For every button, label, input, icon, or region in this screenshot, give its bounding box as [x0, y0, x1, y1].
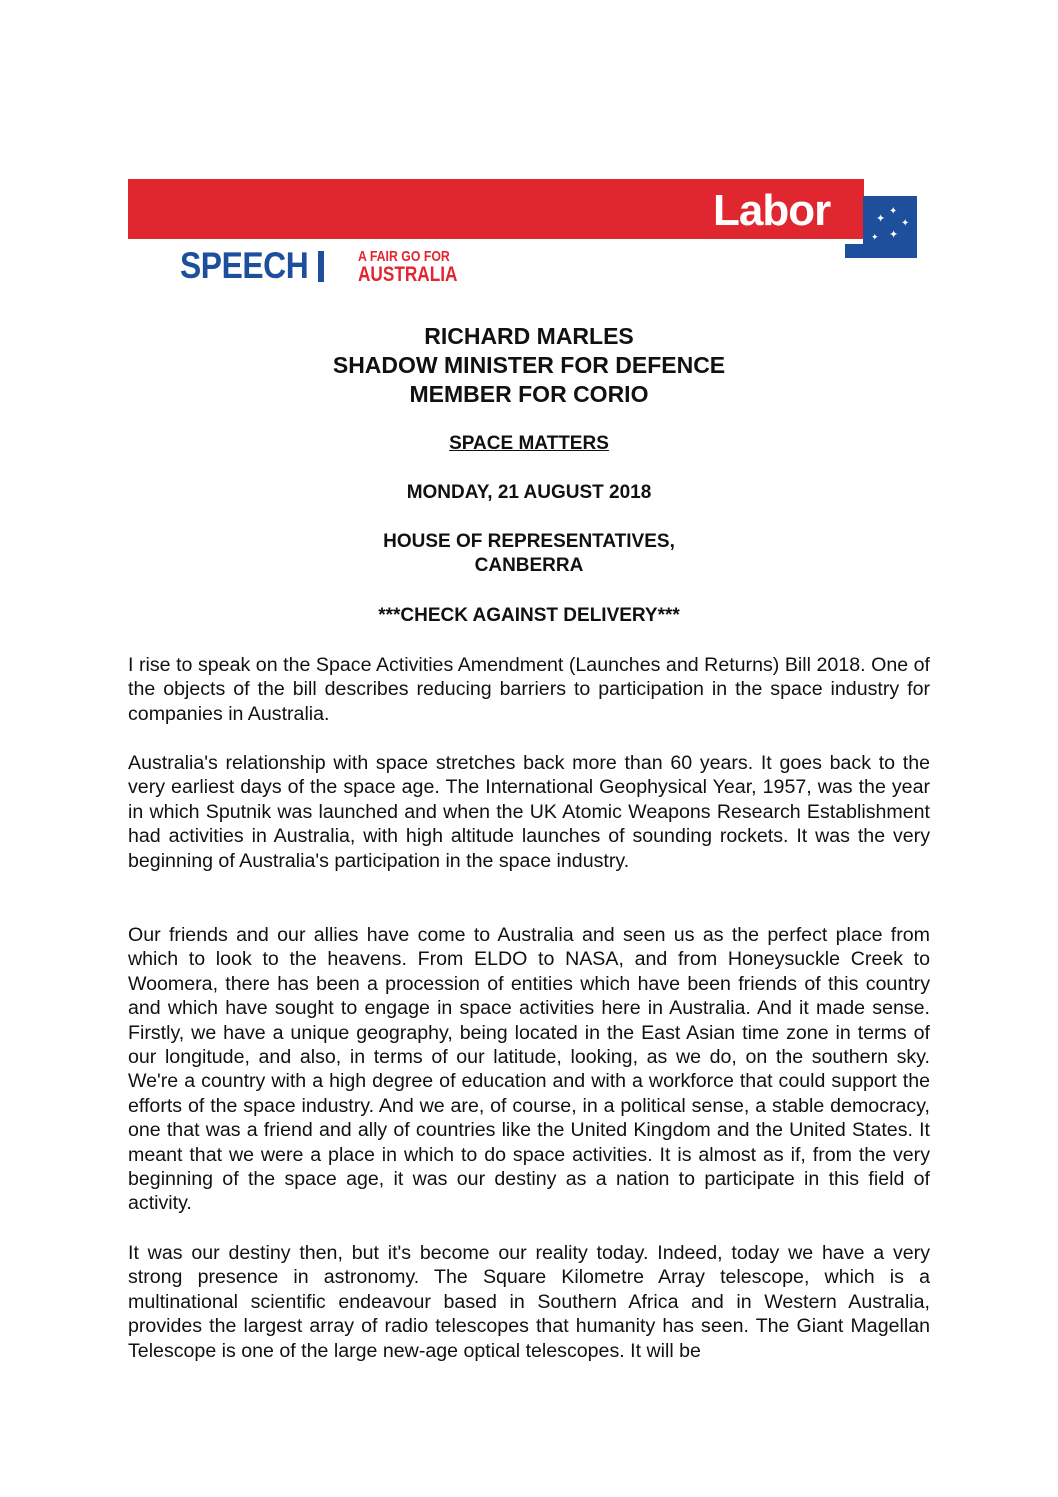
paragraph-1: I rise to speak on the Space Activities Amendment (Launches and Returns) Bill 2018. One of the objects of the bill describes reducing barriers to participation in the space industry for companies in Australia.	[128, 654, 930, 725]
speaker-seat: MEMBER FOR CORIO	[409, 381, 649, 407]
delivery-notice: ***CHECK AGAINST DELIVERY***	[378, 605, 680, 626]
paragraph-3: Our friends and our allies have come to Australia and seen us as the perfect place from which to look to the heavens. From ELDO to NASA, and from Honeysuckle Creek to Woomera, there has been a procession of entities which have been friends of this country and which have sought to engage in space activities here in Australia. And it made sense. Firstly, we have a unique geography, being located in the East Asian time zone in terms of our longitude, and also, in terms of our latitude, looking, as we do, on the southern sky. We're a country with a high degree of education and with a workforce that could support the efforts of the space industry. And we are, of course, in a political sense, a stable democracy, one that was a friend and ally of countries like the United Kingdom and the United States. It meant that we were a place in which to do space activities. It is almost as if, from the very beginning of the space age, it was our destiny as a nation to participate in this field of activity.	[128, 924, 930, 1215]
slogan	[358, 249, 457, 285]
slogan-line-2: AUSTRALIA	[358, 263, 458, 286]
speech-date: MONDAY, 21 AUGUST 2018	[406, 482, 652, 503]
speech-title-block	[0, 432, 1058, 456]
svg-text:✦: ✦	[901, 218, 910, 229]
venue-block	[0, 530, 1058, 578]
svg-text:✦: ✦	[871, 233, 879, 243]
venue-line-1: HOUSE OF REPRESENTATIVES,	[383, 531, 675, 552]
svg-text:✦: ✦	[876, 212, 886, 225]
speech-title: SPACE MATTERS	[449, 433, 609, 454]
slogan-line-1: A FAIR GO FOR	[358, 248, 450, 265]
paragraph-2: Australia's relationship with space stretches back more than 60 years. It goes back to the very earliest days of the space age. The International Geophysical Year, 1957, was the year in which Sputnik was launched and when the UK Atomic Weapons Research Establishment had activities in Australia, with high altitude launches of sounding rockets. It was the very beginning of Australia's participation in the space industry.	[128, 752, 930, 872]
southern-cross-flag-icon	[845, 196, 917, 258]
venue-line-2: CANBERRA	[474, 555, 584, 576]
paragraph-4: It was our destiny then, but it's become our reality today. Indeed, today we have a very strong presence in astronomy. The Square Kilometre Array telescope, which is a multinational scientific endeavour based in Southern Africa and in Western Australia, provides the largest array of radio telescopes that humanity has seen. The Giant Magellan Telescope is one of the large new-age optical telescopes. It will be	[128, 1242, 930, 1362]
speaker-name: RICHARD MARLES	[424, 323, 634, 349]
svg-text:✦: ✦	[889, 206, 898, 217]
speaker-block	[0, 322, 1058, 409]
speaker-role: SHADOW MINISTER FOR DEFENCE	[332, 352, 726, 378]
speech-divider	[318, 251, 324, 282]
speech-label: SPEECH	[180, 245, 309, 286]
svg-text:✦: ✦	[889, 228, 899, 241]
labor-logo-text: Labor	[713, 186, 831, 235]
